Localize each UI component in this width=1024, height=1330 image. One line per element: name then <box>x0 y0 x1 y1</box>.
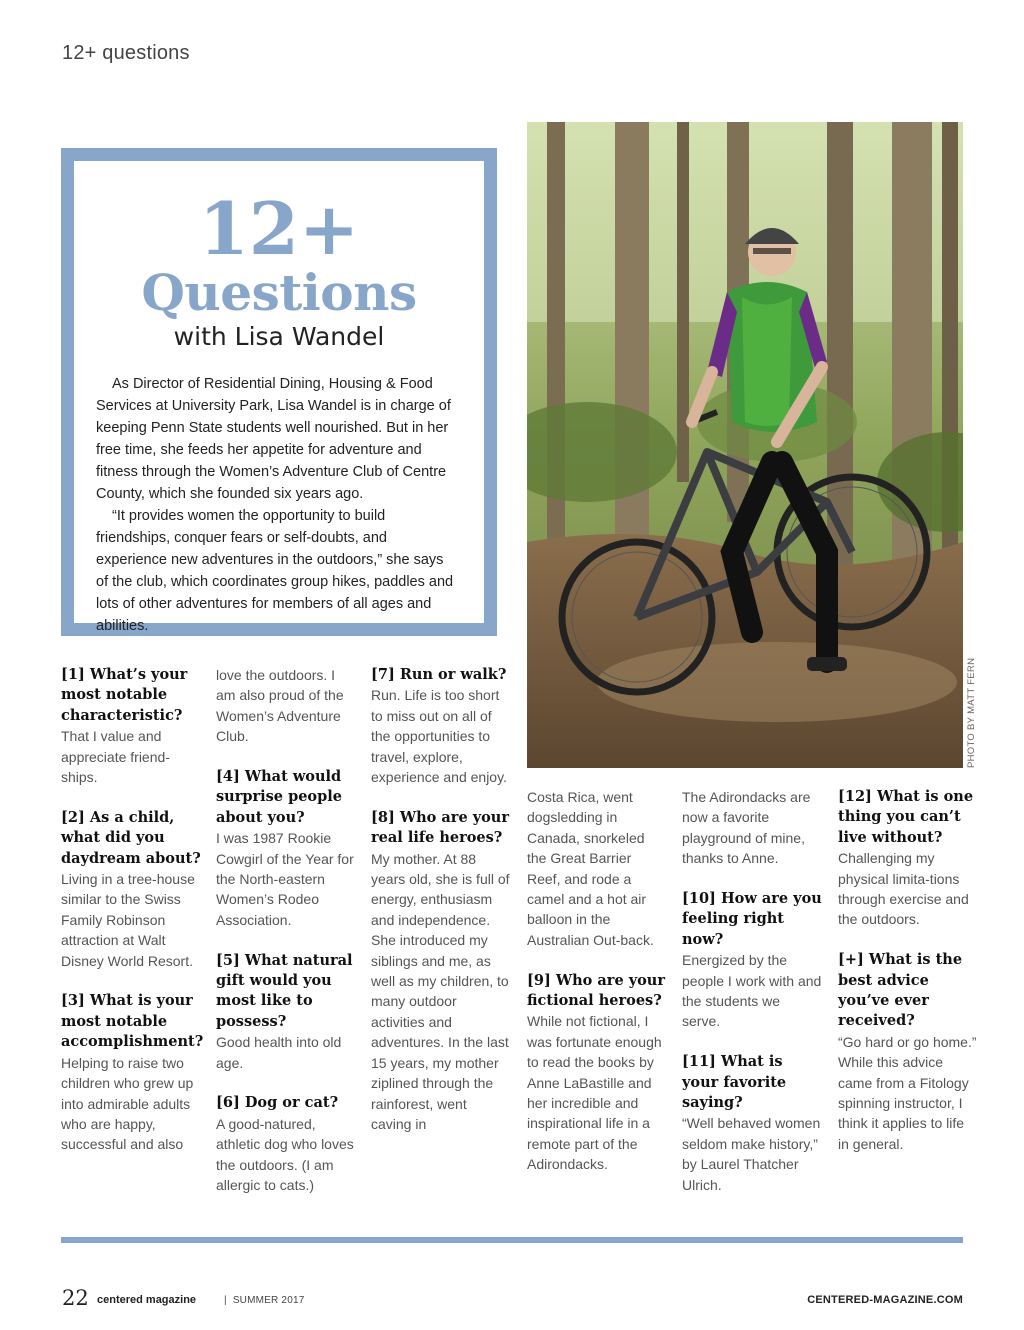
qa-item <box>216 767 356 930</box>
answer: While not fictional, I was fortunate enough to read the books by Anne LaBastille and her incredible and inspirational life in a remote part of the Adirondacks. <box>527 1013 662 1173</box>
question: [5] What natural gift would you most like to possess? <box>216 951 353 1030</box>
question: [6] Dog or cat? <box>216 1094 339 1112</box>
answer-continuation: The Adirondacks are now a favorite playground of mine, thanks to Anne. <box>682 789 811 867</box>
question: [9] Who are your fictional heroes? <box>527 971 665 1010</box>
answer: That I value and appreciate friend-ships. <box>61 728 170 786</box>
answer: A good-natured, athletic dog who loves the outdoors. (I am allergic to cats.) <box>216 1115 354 1194</box>
qa-column-1 <box>61 665 204 1175</box>
answer: I was 1987 Rookie Cowgirl of the Year for the North-eastern Women’s Rodeo Association. <box>216 830 354 928</box>
title-subtitle: with Lisa Wandel <box>173 322 385 351</box>
qa-item <box>61 991 204 1154</box>
title-word: Questions <box>141 263 417 322</box>
answer: Helping to raise two children who grew up into admirable adults who are happy, successful and also <box>61 1054 194 1153</box>
question: [11] What is your favorite saying? <box>682 1053 787 1112</box>
question: [+] What is the best advice you’ve ever received? <box>838 951 963 1030</box>
qa-column-3 <box>371 665 511 1155</box>
section-title: 12+ questions <box>62 42 190 64</box>
question: [8] Who are your real life heroes? <box>371 808 509 847</box>
title-number: 12+ <box>198 186 360 271</box>
qa-item <box>371 808 511 1135</box>
qa-column-6 <box>838 787 978 1175</box>
answer: Energized by the people I work with and the students we serve. <box>682 952 822 1030</box>
answer: My mother. At 88 years old, she is full of energy, enthusiasm and independence. She introduced my siblings and me, as well as my children, to many outdoor activities and adventures. In the last 15 years, my mother ziplined through the rainforest, went caving in <box>371 850 510 1132</box>
cyclist-photo <box>527 122 963 768</box>
question: [1] What’s your most notable characteristic? <box>61 666 188 724</box>
qa-item <box>61 808 201 971</box>
answer: Challenging my physical limita-tions through exercise and the outdoors. <box>838 850 969 928</box>
qa-item <box>682 1052 822 1195</box>
answer: Run. Life is too short to miss out on all of the opportunities to travel, explore, experience and enjoy. <box>371 687 507 786</box>
qa-item <box>838 950 978 1154</box>
qa-item <box>838 787 978 930</box>
qa-item <box>682 889 822 1032</box>
title-box <box>61 148 497 636</box>
photo-credit: PHOTO BY MATT FERN <box>966 657 977 768</box>
footer-separator: | <box>224 1295 227 1306</box>
page-number: 22 <box>62 1286 89 1310</box>
qa-item <box>527 971 667 1175</box>
intro-paragraph-1: As Director of Residential Dining, Housing & Food Services at University Park, Lisa Wandel is in charge of keeping Penn State students well nourished. But in her free time, she feeds her appetite for adventure and fitness through the Women’s Adventure Club of Centre County, which she founded six years ago. <box>96 376 451 502</box>
question: [3] What is your most notable accomplishment? <box>61 992 204 1051</box>
qa-item <box>216 951 356 1073</box>
answer: “Well behaved women seldom make history,” by Laurel Thatcher Ulrich. <box>682 1115 821 1193</box>
question: [4] What would surprise people about you? <box>216 768 342 826</box>
answer: “Go hard or go home.” While this advice came from a Fitology spinning instructor, I think it applies to life in general. <box>838 1033 977 1152</box>
footer-rule <box>61 1237 963 1243</box>
website-link[interactable]: CENTERED-MAGAZINE.COM <box>807 1294 963 1306</box>
question: [12] What is one thing you can’t live without? <box>838 788 974 846</box>
issue-date: SUMMER 2017 <box>232 1295 305 1306</box>
answer-continuation: Costa Rica, went dogsledding in Canada, snorkeled the Great Barrier Reef, and rode a camel and a hot air balloon in the Australian Out-back. <box>527 789 654 948</box>
answer: Good health into old age. <box>216 1034 342 1071</box>
qa-column-4 <box>527 787 667 1195</box>
qa-item <box>61 665 201 787</box>
question: [10] How are you feeling right now? <box>682 890 822 948</box>
intro-text <box>96 373 458 637</box>
question: [2] As a child, what did you daydream about? <box>61 808 201 867</box>
intro-paragraph-2: “It provides women the opportunity to build friendships, conquer fears or self-doubts, and experience new adventures in the outdoors,” she says of the club, which coordinates group hikes, paddles and lots of other adventures for members of all ages and abilities. <box>96 508 454 634</box>
magazine-name: centered magazine <box>97 1294 197 1306</box>
qa-item <box>371 665 511 787</box>
issue-info <box>224 1295 304 1306</box>
question: [7] Run or walk? <box>371 666 507 683</box>
answer: Living in a tree-house similar to the Swiss Family Robinson attraction at Walt Disney World Resort. <box>61 871 195 969</box>
answer-continuation: love the outdoors. I am also proud of the Women’s Adventure Club. <box>216 667 344 745</box>
qa-column-2 <box>216 665 356 1216</box>
qa-item <box>216 1093 356 1195</box>
qa-column-5 <box>682 787 822 1215</box>
